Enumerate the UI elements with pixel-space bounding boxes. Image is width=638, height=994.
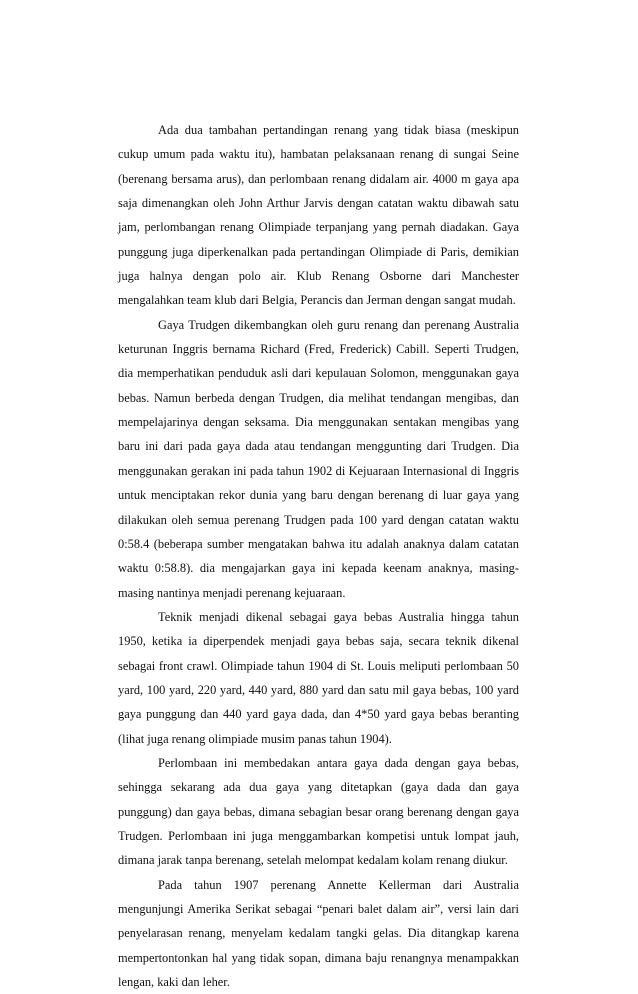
paragraph-3: Teknik menjadi dikenal sebagai gaya bebas Australia hingga tahun 1950, ketika ia diperpendek menjadi gaya bebas saja, secara teknik dikenal sebagai front crawl. Olimpiade tahun 1904 di St. Louis meliputi perlombaan 50 yard, 100 yard, 220 yard, 440 yard, 880 yard dan satu mil gaya bebas, 100 yard gaya punggung dan 440 yard gaya dada, dan 4*50 yard gaya bebas beranting (lihat juga renang olimpiade musim panas tahun 1904).: [118, 609, 519, 746]
body-text: [118, 118, 519, 994]
paragraph-4: Perlombaan ini membedakan antara gaya dada dengan gaya bebas, sehingga sekarang ada dua gaya yang ditetapkan (gaya dada dan gaya punggung) dan gaya bebas, dimana sebagian besar orang berenang dengan gaya Trudgen. Perlombaan ini juga menggambarkan kompetisi untuk lompat jauh, dimana jarak tanpa berenang, setelah melompat kedalam kolam renang diukur.: [118, 755, 519, 868]
paragraph-5: Pada tahun 1907 perenang Annette Kellerman dari Australia mengunjungi Amerika Serikat sebagai “penari balet dalam air”, versi lain dari penyelarasan renang, menyelam kedalam tangki gelas. Dia ditangkap karena mempertontonkan hal yang tidak sopan, dimana baju renangnya menampakkan lengan, kaki dan leher.: [118, 877, 519, 990]
paragraph-2: Gaya Trudgen dikembangkan oleh guru renang dan perenang Australia keturunan Inggris bernama Richard (Fred, Frederick) Cabill. Seperti Trudgen, dia memperhatikan penduduk asli dari kepulauan Solomon, menggunakan gaya bebas. Namun berbeda dengan Trudgen, dia melihat tendangan mengibas, dan mempelajarinya dengan seksama. Dia menggunakan sentakan mengibas yang baru ini dari pada gaya dada atau tendangan menggunting dari Trudgen. Dia menggunakan gerakan ini pada tahun 1902 di Kejuaraan Internasional di Inggris untuk menciptakan rekor dunia yang baru dengan berenang di luar gaya yang dilakukan oleh semua perenang Trudgen pada 100 yard dengan catatan waktu 0:58.4 (beberapa sumber mengatakan bahwa itu adalah anaknya dalam catatan waktu 0:58.8). dia mengajarkan gaya ini kepada keenam anaknya, masing-masing nantinya menjadi perenang kejuaraan.: [118, 317, 519, 600]
paragraph-1: Ada dua tambahan pertandingan renang yang tidak biasa (meskipun cukup umum pada waktu itu), hambatan pelaksanaan renang di sungai Seine (berenang bersama arus), dan perlombaan renang didalam air. 4000 m gaya apa saja dimenangkan oleh John Arthur Jarvis dengan catatan waktu dibawah satu jam, perlombangan renang Olimpiade terpanjang yang pernah diadakan. Gaya punggung juga diperkenalkan pada pertandingan Olimpiade di Paris, demikian juga halnya dengan polo air. Klub Renang Osborne dari Manchester mengalahkan team klub dari Belgia, Perancis dan Jerman dengan sangat mudah.: [118, 123, 519, 308]
